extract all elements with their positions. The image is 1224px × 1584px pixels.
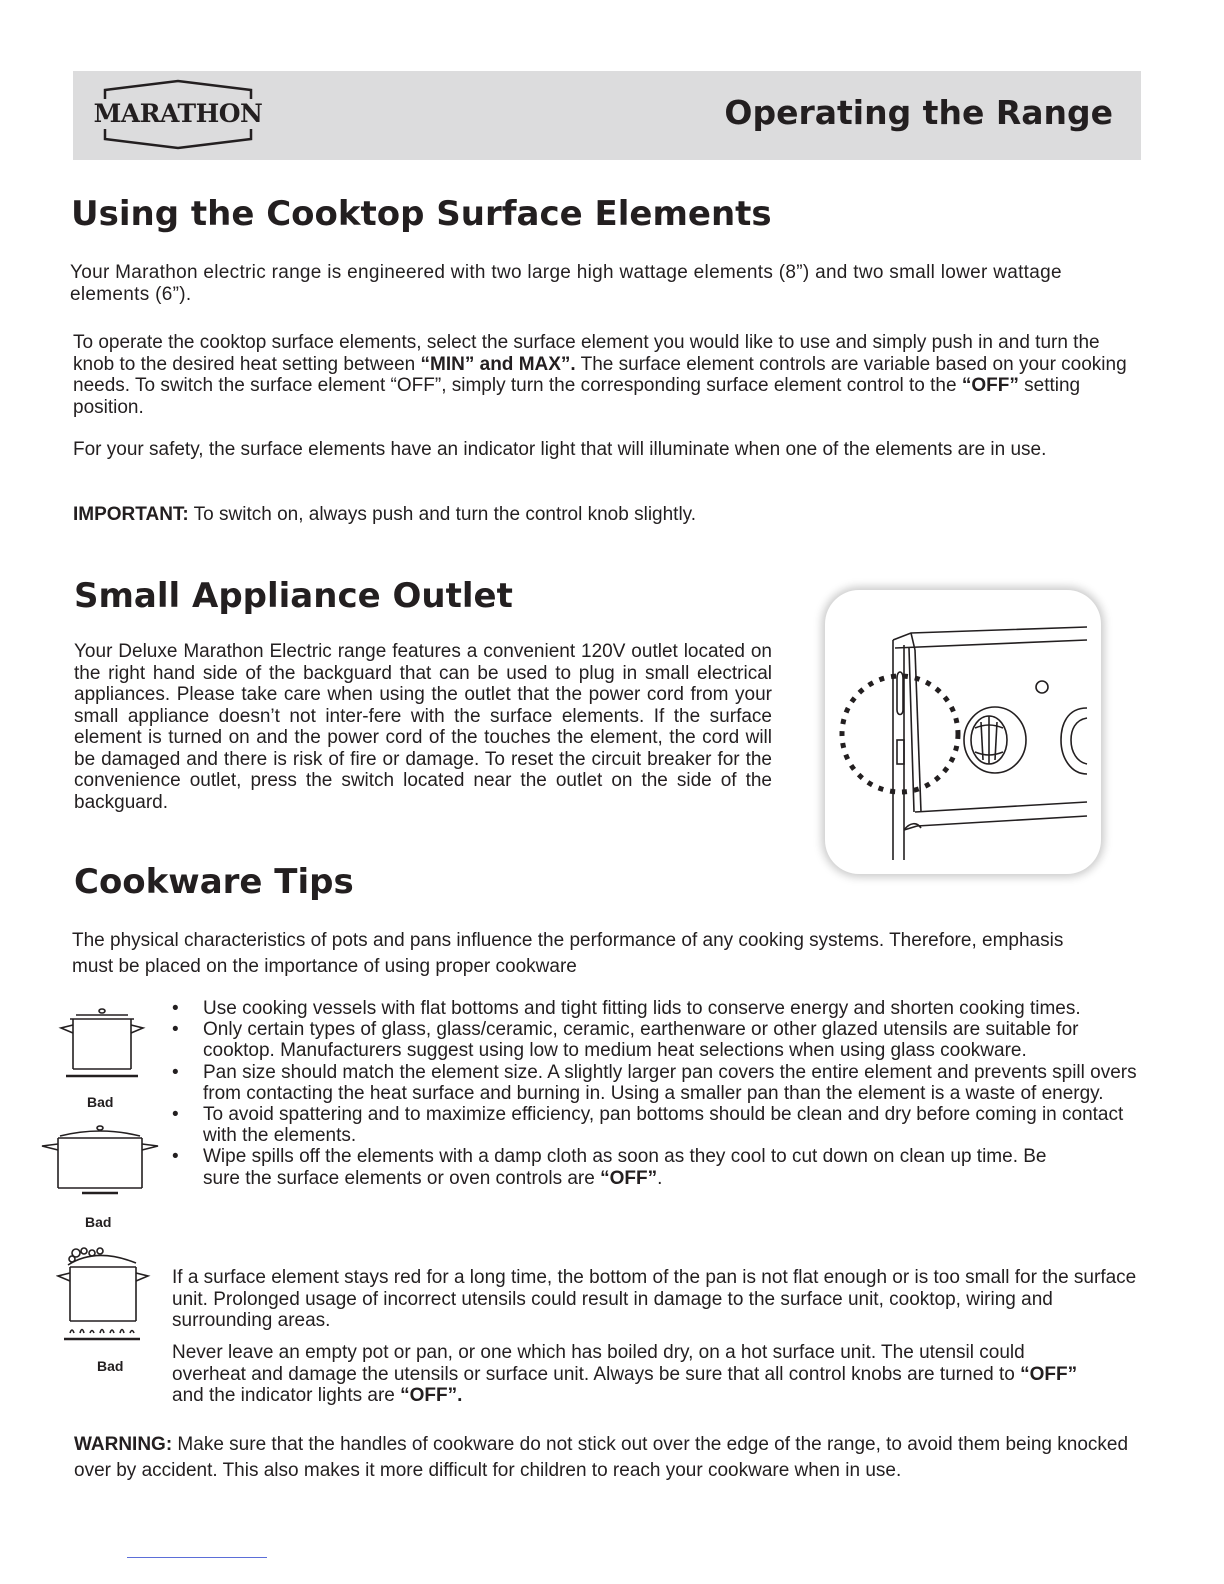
bullet-dot: • bbox=[172, 1104, 179, 1126]
bullet-dot: • bbox=[172, 1061, 179, 1083]
important-label: IMPORTANT: bbox=[73, 504, 189, 525]
cookware-intro: The physical characteristics of pots and pans influence the performance of any cooking systems. Therefore, emphasis must be placed on the importance of using proper cookware bbox=[72, 930, 1064, 977]
warning-text: Make sure that the handles of cookware do not stick out over the edge of the range, to avoid them being knocked over by accident. This also makes it more difficult for children to reach your cookware when in use. bbox=[74, 1434, 1129, 1481]
operate-bold-1: “MIN” and MAX”. bbox=[420, 353, 576, 375]
cooktop-operate-paragraph bbox=[73, 332, 1133, 418]
boiling-pot-icon bbox=[56, 1245, 152, 1349]
pot-label: Bad bbox=[85, 1214, 112, 1230]
list-item bbox=[172, 1146, 1147, 1188]
operate-text-1: To operate the cooktop surface elements, select the surface element you would like to use and simply push in and turn the knob to the desired heat setting between bbox=[73, 332, 1100, 375]
cookware-heading: Cookware Tips bbox=[74, 862, 354, 902]
bullet-dot: • bbox=[172, 1019, 179, 1041]
never-text-1: Never leave an empty pot or pan, or one which has boiled dry, on a hot surface unit. The utensil could overheat and damage the utensils or surface unit. Always be sure that all control knobs are turned to bbox=[172, 1342, 1025, 1385]
never-bold-1: “OFF” bbox=[1020, 1363, 1078, 1385]
outlet-illustration bbox=[825, 590, 1101, 874]
range-backguard-outlet-icon bbox=[825, 590, 1101, 874]
bullet-text: Only certain types of glass, glass/ceramic, ceramic, earthenware or other glazed utensils are suitable for cooktop. Manufacturers suggest using low to medium heat selections when using glass cookware. bbox=[203, 1019, 1079, 1062]
operate-text-2: The surface element controls are variable based on your cooking needs. To switch the surface element “OFF”, simply turn the corresponding surface element control to the bbox=[73, 353, 1127, 396]
bullet-dot: • bbox=[172, 1146, 179, 1168]
bullet-text: Wipe spills off the elements with a damp cloth as soon as they cool to cut down on clean up time. Be sure the surface elements or oven controls are bbox=[203, 1146, 1047, 1189]
logo-text: MARATHON bbox=[93, 99, 263, 128]
important-text: To switch on, always push and turn the control knob slightly. bbox=[188, 504, 697, 525]
operate-bold-2: “OFF” bbox=[961, 375, 1019, 396]
bullet-dot: • bbox=[172, 998, 179, 1019]
bullet-text: Use cooking vessels with flat bottoms and tight fitting lids to conserve energy and shorten cooking times. bbox=[203, 998, 1081, 1019]
pot-label: Bad bbox=[97, 1358, 124, 1374]
never-bold-2: “OFF”. bbox=[400, 1385, 463, 1406]
cookware-red-element: If a surface element stays red for a long time, the bottom of the pan is not flat enough or is too small for the surface unit. Prolonged usage of incorrect utensils could result in damage to the surface unit, cooktop, wiring and surrounding areas. bbox=[172, 1267, 1137, 1331]
footer-line bbox=[127, 1557, 267, 1558]
outlet-heading: Small Appliance Outlet bbox=[74, 576, 513, 616]
warning-label: WARNING: bbox=[74, 1434, 173, 1455]
bullet-text: To avoid spattering and to maximize efficiency, pan bottoms should be clean and dry before coming in contact with the elements. bbox=[203, 1104, 1124, 1147]
list-item bbox=[172, 1062, 1147, 1104]
cooktop-heading: Using the Cooktop Surface Elements bbox=[71, 194, 772, 234]
operate-text-3: setting position. bbox=[73, 375, 1081, 418]
bullet-bold: “OFF” bbox=[600, 1167, 658, 1189]
list-item bbox=[172, 998, 1147, 1019]
pot-label: Bad bbox=[87, 1094, 114, 1110]
outlet-text: Your Deluxe Marathon Electric range features a convenient 120V outlet located on the right hand side of the backguard that can be used to plug in small electrical appliances. Please take care when using the outlet that the power cord from your small appliance doesn’t not inter-fere with the surface elements. If the surface element is turned on and the power cord of the touches the element, the cord will be damaged and there is risk of fire or damage. To reset the circuit breaker for the convenience outlet, press the switch located near the outlet on the side of the backguard. bbox=[74, 641, 772, 813]
cookware-never-leave bbox=[172, 1342, 1092, 1407]
header-title: Operating the Range bbox=[724, 93, 1113, 132]
cookware-tips-list bbox=[172, 998, 1147, 1189]
page-header bbox=[73, 71, 1141, 160]
bullet-end: . bbox=[657, 1167, 663, 1189]
tall-pot-icon bbox=[56, 1003, 148, 1083]
warning-paragraph bbox=[74, 1432, 1144, 1483]
list-item bbox=[172, 1104, 1147, 1146]
never-text-2: and the indicator lights are bbox=[172, 1385, 401, 1406]
list-item bbox=[172, 1019, 1147, 1061]
cooktop-intro: Your Marathon electric range is engineered with two large high wattage elements (8”) and two small lower wattage elements (6”). bbox=[70, 262, 1062, 305]
cooktop-important bbox=[73, 504, 1133, 526]
wide-pot-icon bbox=[38, 1122, 162, 1202]
bullet-text: Pan size should match the element size. A slightly larger pan covers the entire element and prevents spill overs from contacting the heat surface and burning in. Using a smaller pan than the element is a waste of energy. bbox=[203, 1061, 1137, 1104]
cooktop-safety: For your safety, the surface elements have an indicator light that will illuminate when one of the elements are in use. bbox=[73, 439, 1047, 460]
marathon-logo bbox=[83, 79, 273, 151]
